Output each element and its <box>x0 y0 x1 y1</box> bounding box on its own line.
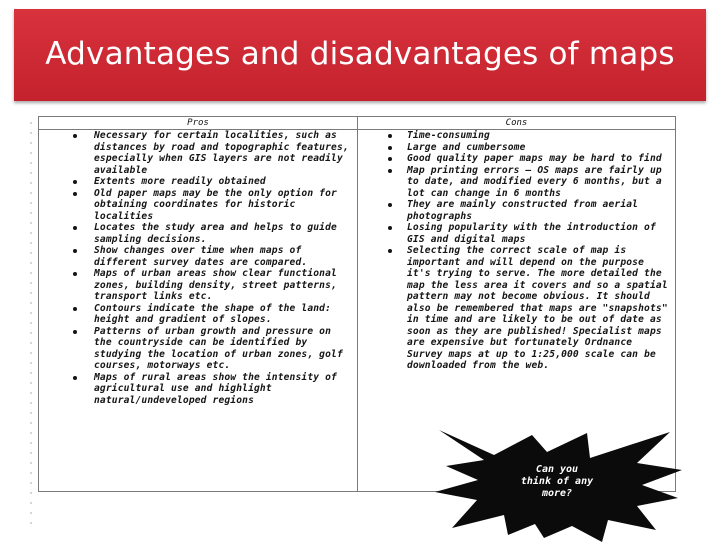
cons-item: Time-consuming <box>358 130 675 142</box>
slide-title: Advantages and disadvantages of maps <box>45 36 675 72</box>
pros-item: Contours indicate the shape of the land: height and gradient of slopes. <box>39 303 357 326</box>
bullet-icon <box>388 226 392 230</box>
decorative-dotted-line <box>30 118 32 528</box>
bullet-icon <box>73 249 77 253</box>
pros-header: Pros <box>39 117 358 130</box>
bullet-icon <box>73 180 77 184</box>
bullet-icon <box>388 169 392 173</box>
cons-item: Large and cumbersome <box>358 142 675 154</box>
cons-item: They are mainly constructed from aerial photographs <box>358 199 675 222</box>
pros-item: Extents more readily obtained <box>39 176 357 188</box>
bullet-icon <box>73 272 77 276</box>
cons-item: Losing popularity with the introduction of GIS and digital maps <box>358 222 675 245</box>
cons-item: Selecting the correct scale of map is important and will depend on the purpose it's trying to serve. The more detailed the map the less area it covers and so a spatial pattern may not become obvious. It should also be remembered that maps are "snapshots" in time and are likely to be out of date as soon as they are published! Specialist maps are expensive but fortunately Ordnance Survey maps at up to 1:25,000 scale can be downloaded from the web. <box>358 245 675 372</box>
pros-item: Maps of urban areas show clear functional zones, building density, street patterns, transport links etc. <box>39 268 357 303</box>
callout-line: think of any <box>520 476 594 487</box>
bullet-icon <box>388 249 392 253</box>
callout-text <box>432 464 682 500</box>
pros-item: Necessary for certain localities, such as distances by road and topographic features, especially when GIS layers are not readily available <box>39 130 357 176</box>
pros-item: Old paper maps may be the only option for obtaining coordinates for historic localities <box>39 188 357 223</box>
pros-list <box>39 130 357 406</box>
pros-item: Show changes over time when maps of different survey dates are compared. <box>39 245 357 268</box>
cons-item: Map printing errors – OS maps are fairly up to date, and modified every 6 months, but a lot can change in 6 months <box>358 165 675 200</box>
title-bar <box>14 9 706 101</box>
callout-line: Can you <box>535 464 579 475</box>
cons-list <box>358 130 675 372</box>
bullet-icon <box>388 146 392 150</box>
bullet-icon <box>388 203 392 207</box>
pros-item: Maps of rural areas show the intensity of agricultural use and highlight natural/undeveloped regions <box>39 372 357 407</box>
bullet-icon <box>73 330 77 334</box>
bullet-icon <box>73 192 77 196</box>
bullet-icon <box>73 376 77 380</box>
cons-header: Cons <box>358 117 676 130</box>
cons-item: Good quality paper maps may be hard to find <box>358 153 675 165</box>
pros-item: Locates the study area and helps to guide sampling decisions. <box>39 222 357 245</box>
pros-item: Patterns of urban growth and pressure on the countryside can be identified by studying the location of urban zones, golf courses, motorways etc. <box>39 326 357 372</box>
callout-starburst <box>432 430 682 542</box>
bullet-icon <box>73 307 77 311</box>
pros-cell <box>39 130 358 492</box>
bullet-icon <box>73 134 77 138</box>
bullet-icon <box>388 157 392 161</box>
callout-line: more? <box>541 488 573 499</box>
bullet-icon <box>73 226 77 230</box>
bullet-icon <box>388 134 392 138</box>
